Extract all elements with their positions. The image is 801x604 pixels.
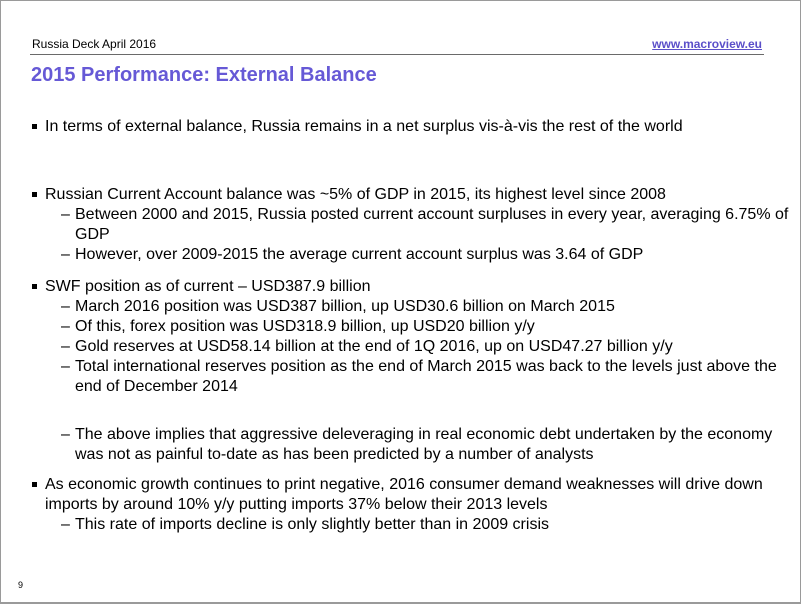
slide-content: [31, 117, 791, 535]
dash-marker: –: [61, 318, 70, 335]
bullet-imports-outlook: [31, 475, 791, 515]
sub-bullet-text: Of this, forex position was USD318.9 billion, up USD20 billion y/y: [75, 318, 535, 335]
sub-bullet: [31, 245, 791, 265]
page-number: 9: [18, 580, 24, 590]
dash-marker: –: [61, 516, 70, 533]
sub-bullet-text: The above implies that aggressive deleveraging in real economic debt undertaken by the economy was not as painful to-date as has been predicted by a number of analysts: [75, 426, 773, 463]
dash-marker: –: [61, 298, 70, 315]
sub-bullet-text: Total international reserves position as the end of March 2015 was back to the levels just above the end of December 2014: [75, 358, 777, 395]
sub-bullet: [31, 337, 791, 357]
sub-bullet: [31, 425, 791, 465]
dash-marker: –: [61, 246, 70, 263]
dash-marker: –: [61, 358, 70, 375]
bullet-external-balance: [31, 117, 791, 137]
sub-bullet-text: Gold reserves at USD58.14 billion at the end of 1Q 2016, up on USD47.27 billion y/y: [75, 338, 673, 355]
website-link[interactable]: www.macroview.eu: [652, 37, 762, 51]
sub-bullet-text: However, over 2009-2015 the average current account surplus was 3.64 of GDP: [75, 246, 644, 263]
sub-bullet-text: This rate of imports decline is only slightly better than in 2009 crisis: [75, 516, 549, 533]
sub-bullet: [31, 357, 791, 397]
sub-bullet-text: March 2016 position was USD387 billion, up USD30.6 billion on March 2015: [75, 298, 615, 315]
deck-label: Russia Deck April 2016: [32, 37, 157, 51]
sub-bullet: [31, 515, 791, 535]
dash-marker: –: [61, 426, 70, 443]
bullet-current-account: [31, 185, 791, 205]
dash-marker: –: [61, 206, 70, 223]
header-divider: [30, 54, 764, 55]
slide-title: 2015 Performance: External Balance: [31, 64, 377, 86]
bullet-text: Russian Current Account balance was ~5% of GDP in 2015, its highest level since 2008: [45, 186, 666, 203]
sub-bullet: [31, 317, 791, 337]
bullet-text: As economic growth continues to print negative, 2016 consumer demand weaknesses will drive down imports by around 10% y/y putting imports 37% below their 2013 levels: [45, 476, 763, 513]
sub-bullet: [31, 297, 791, 317]
dash-marker: –: [61, 338, 70, 355]
sub-bullet-text: Between 2000 and 2015, Russia posted current account surpluses in every year, averaging 6.75% of GDP: [75, 206, 789, 243]
sub-bullet: [31, 205, 791, 245]
bullet-text: In terms of external balance, Russia remains in a net surplus vis-à-vis the rest of the world: [45, 118, 683, 135]
bullet-swf-position: [31, 277, 791, 297]
bullet-text: SWF position as of current – USD387.9 billion: [45, 278, 371, 295]
